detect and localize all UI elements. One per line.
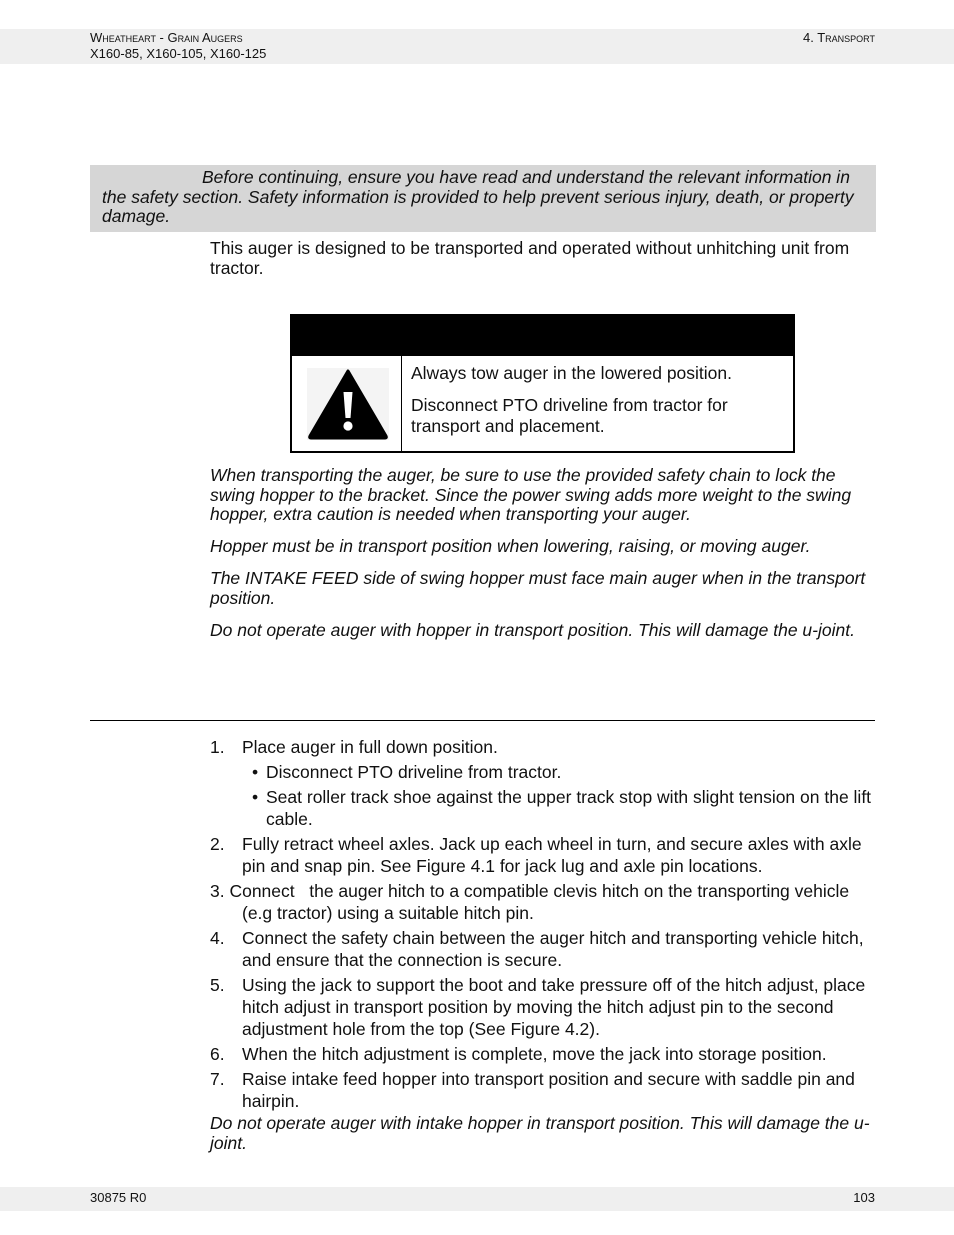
warning-line-2: Disconnect PTO driveline from tractor for transport and placement. bbox=[411, 394, 728, 436]
step-1-bullet-2-text: Seat roller track shoe against the upper track stop with slight tension on the lift cable. bbox=[266, 787, 872, 829]
step-6-text: When the hitch adjustment is complete, move the jack into storage position. bbox=[242, 1044, 827, 1064]
warning-box bbox=[290, 314, 795, 453]
step-4-number: 4. bbox=[210, 928, 225, 948]
warning-header-bar bbox=[292, 316, 793, 356]
step-1-bullet-2 bbox=[210, 786, 876, 830]
warning-text bbox=[411, 363, 786, 448]
note-1: When transporting the auger, be sure to use the provided safety chain to lock the swing hopper to the bracket. Since the power swing adds more weight to the swing hopper, extra caution is needed when transporting your auger. bbox=[210, 465, 852, 524]
step-1-bullet-1-text: Disconnect PTO driveline from tractor. bbox=[266, 762, 562, 782]
step-5-number: 5. bbox=[210, 975, 225, 995]
procedure-steps bbox=[210, 736, 876, 1115]
step-7-number: 7. bbox=[210, 1069, 225, 1089]
step-7 bbox=[210, 1068, 876, 1112]
footer-page-number: 103 bbox=[853, 1190, 875, 1205]
bullet-dot: • bbox=[252, 787, 259, 807]
step-4 bbox=[210, 927, 876, 971]
final-note: Do not operate auger with intake hopper in transport position. This will damage the u-joint. bbox=[210, 1113, 870, 1153]
header-left bbox=[90, 30, 266, 62]
intro-paragraph: This auger is designed to be transported and operated without unhitching unit from tractor. bbox=[210, 238, 850, 278]
warning-line-1: Always tow auger in the lowered position. bbox=[411, 363, 733, 383]
step-2-text: Fully retract wheel axles. Jack up each wheel in turn, and secure axles with axle pin and snap pin. See Figure 4.1 for jack lug and axle pin locations. bbox=[242, 834, 862, 876]
safety-notice bbox=[90, 165, 876, 232]
note-2: Hopper must be in transport position when lowering, raising, or moving auger. bbox=[210, 536, 811, 556]
step-1 bbox=[210, 736, 876, 758]
step-7-text: Raise intake feed hopper into transport position and secure with saddle pin and hairpin. bbox=[242, 1069, 855, 1111]
step-1-number: 1. bbox=[210, 737, 225, 757]
safety-notice-text: Before continuing, ensure you have read and understand the relevant information in the safety section. Safety information is provided to help prevent serious injury, death, or property damage. bbox=[102, 167, 854, 226]
step-1-text: Place auger in full down position. bbox=[242, 737, 498, 757]
step-6 bbox=[210, 1043, 876, 1065]
step-3-text: the auger hitch to a compatible clevis hitch on the transporting vehicle (e.g tractor) using a suitable hitch pin. bbox=[242, 881, 850, 923]
warning-triangle-icon bbox=[307, 368, 389, 440]
note-4: Do not operate auger with hopper in transport position. This will damage the u-joint. bbox=[210, 620, 855, 640]
step-2 bbox=[210, 833, 876, 877]
step-3-number: 3. Connect bbox=[210, 881, 295, 901]
footer-doc-number: 30875 R0 bbox=[90, 1190, 147, 1205]
header-chapter: 4. Transport bbox=[802, 30, 875, 45]
step-2-number: 2. bbox=[210, 834, 225, 854]
step-5 bbox=[210, 974, 876, 1040]
bullet-dot: • bbox=[252, 762, 259, 782]
step-3 bbox=[210, 880, 876, 924]
header-models: X160-85, X160-105, X160-125 bbox=[90, 46, 267, 61]
section-rule bbox=[90, 720, 875, 721]
note-3: The INTAKE FEED side of swing hopper must face main auger when in the transport position. bbox=[210, 568, 866, 608]
warning-icon-cell bbox=[292, 356, 402, 451]
step-5-text: Using the jack to support the boot and take pressure off of the hitch adjust, place hitch adjust in transport position by moving the hitch adjust pin to the second adjustment hole from the top (See Figure 4.2). bbox=[242, 975, 866, 1039]
step-4-text: Connect the safety chain between the auger hitch and transporting vehicle hitch, and ensure that the connection is secure. bbox=[242, 928, 864, 970]
step-1-bullet-1 bbox=[210, 761, 876, 783]
header-title: Wheatheart - Grain Augers bbox=[90, 30, 243, 45]
step-6-number: 6. bbox=[210, 1044, 225, 1064]
